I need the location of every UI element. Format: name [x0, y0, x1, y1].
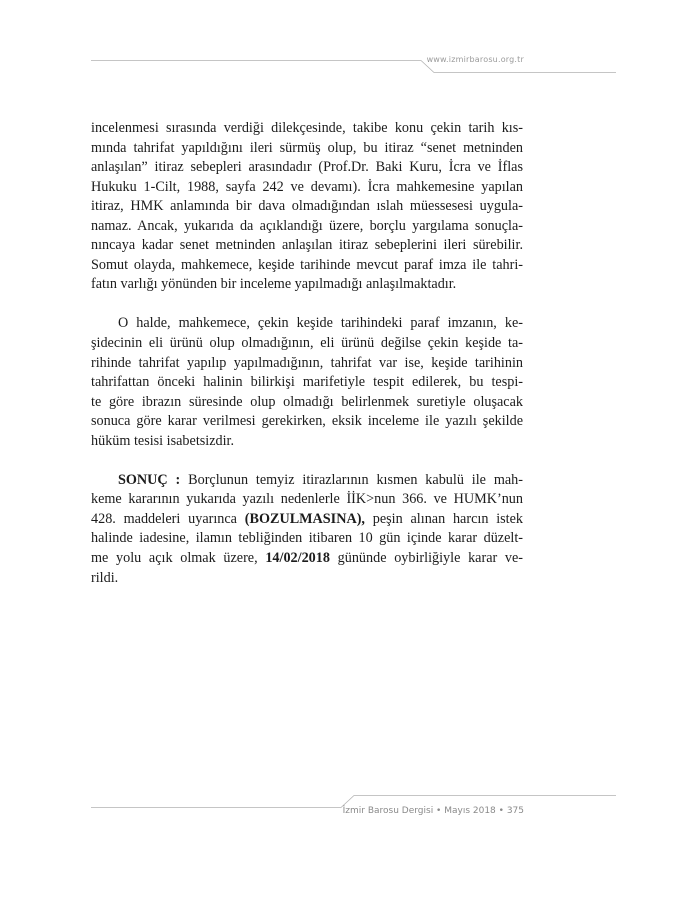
text-run: 428. maddeleri uyarınca	[91, 510, 245, 527]
text-line: hüküm tesisi isabetsizdir.	[91, 432, 235, 449]
paragraph-conclusion	[91, 471, 523, 588]
text-line: keme kararının yukarıda yazılı nedenlerle İİK>nun 366. ve HUMK’nun	[91, 491, 523, 508]
text-line: incelenmesi sırasında verdiği dilekçesinde, takibe konu çekin tarih kıs-	[91, 120, 523, 136]
text-run: gününde oybirliğiyle karar ve-	[329, 550, 524, 567]
conclusion-label: SONUÇ :	[118, 471, 181, 488]
text-line: halinde iadesine, ilamın tebliğinden itibaren 10 gün içinde karar düzelt-	[91, 530, 523, 547]
footer-journal-info: İzmir Barosu Dergisi • Mayıs 2018 • 375	[342, 806, 524, 816]
text-line: Somut olayda, mahkemece, keşide tarihinde mevcut paraf imza ile tahri-	[91, 256, 523, 273]
text-run: me yolu açık olmak üzere,	[91, 550, 266, 567]
body-text	[91, 119, 523, 608]
header-url: www.izmirbarosu.org.tr	[426, 55, 524, 64]
text-line: mında tahrifat yapıldığını ileri sürmüş olup, bu itiraz “senet metninden	[91, 139, 523, 156]
text-line: şidecinin eli ürünü olup olmadığının, eli ürünü değilse çekin keşide ta-	[91, 335, 523, 352]
text-run: peşin alınan harcın istek	[364, 510, 524, 527]
paragraph-1	[91, 119, 523, 295]
text-line: anlaşılan” itiraz sebepleri arasındadır (Prof.Dr. Baki Kuru, İcra ve İflas	[91, 159, 523, 176]
text-line: sonuca göre karar verilmesi gerekirken, eksik inceleme ile yazılı şekilde	[91, 413, 523, 430]
text-run: Borçlunun temyiz itirazlarının kısmen kabulü ile mah-	[180, 471, 523, 488]
text-line: nıncaya kadar senet metninden anlaşılan itiraz sebeplerini ileri sürebilir.	[91, 237, 523, 254]
text-line: O halde, mahkemece, çekin keşide tarihindeki paraf imzanın, ke-	[118, 315, 523, 332]
decision-date: 14/02/2018	[265, 550, 330, 567]
verdict-bold: (BOZULMASINA),	[244, 510, 365, 527]
text-line: Hukuku 1-Cilt, 1988, sayfa 242 ve devamı). İcra mahkemesine yapılan	[91, 178, 523, 195]
paragraph-2	[91, 314, 523, 451]
text-line: te göre ibrazın süresinde olup olmadığı belirlenmek suretiyle oluşacak	[91, 393, 523, 410]
text-line	[91, 471, 523, 491]
text-line: tahrifattan önceki halinin bilirkişi marifetiyle tespit edilerek, bu tespi-	[91, 374, 523, 391]
text-line: namaz. Ancak, yukarıda da açıklandığı üzere, borçlu yargılama sonuçla-	[91, 217, 523, 234]
text-line: rildi.	[91, 569, 119, 586]
text-line: fatın varlığı yönünden bir inceleme yapılmadığı anlaşılmaktadır.	[91, 276, 457, 293]
text-line	[91, 549, 523, 569]
text-line	[91, 510, 523, 530]
header-rule	[91, 60, 616, 74]
text-line: itiraz, HMK anlamında bir dava olmadığından ıslah müessesesi uygula-	[91, 198, 523, 215]
text-line: rihinde tahrifat yapılıp yapılmadığının, tahrifat var ise, keşide tarihinin	[91, 354, 523, 371]
